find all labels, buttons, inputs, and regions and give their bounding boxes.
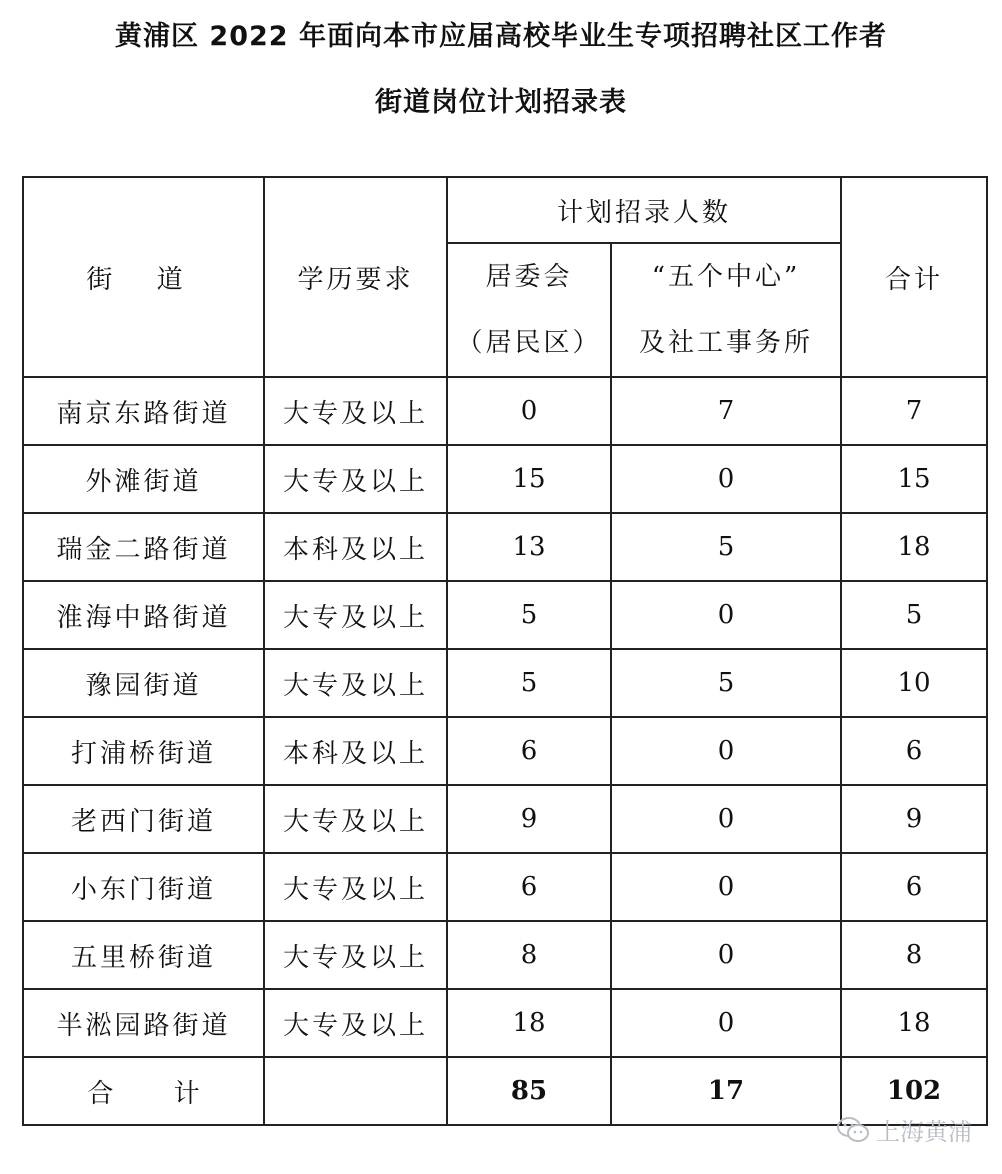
recruitment-plan-table <box>22 176 988 1126</box>
committee-cell: 18 <box>447 989 611 1057</box>
education-cell: 大专及以上 <box>264 921 447 989</box>
centers-cell: 5 <box>611 513 841 581</box>
education-cell: 大专及以上 <box>264 445 447 513</box>
centers-cell: 0 <box>611 785 841 853</box>
street-cell: 小东门街道 <box>23 853 264 921</box>
committee-cell: 15 <box>447 445 611 513</box>
grand-total-cell: 102 <box>841 1057 987 1125</box>
header-education-label: 学历要求 <box>297 264 414 295</box>
table-row <box>23 649 987 717</box>
page-title: 黄浦区 2022 年面向本市应届高校毕业生专项招聘社区工作者 <box>115 21 887 52</box>
table-header-row <box>23 177 987 243</box>
education-cell: 大专及以上 <box>264 853 447 921</box>
page-subtitle: 街道岗位计划招录表 <box>375 87 627 118</box>
total-cell: 18 <box>841 513 987 581</box>
committee-cell: 5 <box>447 581 611 649</box>
total-cell: 7 <box>841 377 987 445</box>
watermark-text: 上海黄浦 <box>876 1118 972 1146</box>
header-centers <box>611 243 841 377</box>
header-centers-line1: “五个中心” <box>651 262 801 292</box>
education-cell: 大专及以上 <box>264 581 447 649</box>
education-cell: 本科及以上 <box>264 717 447 785</box>
street-cell: 外滩街道 <box>23 445 264 513</box>
watermark <box>836 1112 972 1147</box>
centers-cell: 0 <box>611 853 841 921</box>
total-education-cell <box>264 1057 447 1125</box>
committee-cell: 0 <box>447 377 611 445</box>
committee-cell: 9 <box>447 785 611 853</box>
wechat-icon <box>836 1116 870 1144</box>
committee-cell: 5 <box>447 649 611 717</box>
total-cell: 18 <box>841 989 987 1057</box>
committee-cell: 8 <box>447 921 611 989</box>
centers-cell: 0 <box>611 445 841 513</box>
centers-cell: 0 <box>611 581 841 649</box>
street-cell: 打浦桥街道 <box>23 717 264 785</box>
education-cell: 本科及以上 <box>264 513 447 581</box>
header-plan <box>447 177 841 243</box>
header-plan-label: 计划招录人数 <box>557 197 732 228</box>
header-education <box>264 177 447 377</box>
street-cell: 老西门街道 <box>23 785 264 853</box>
table-row <box>23 989 987 1057</box>
table-row <box>23 921 987 989</box>
street-cell: 淮海中路街道 <box>23 581 264 649</box>
total-cell: 6 <box>841 853 987 921</box>
total-cell: 9 <box>841 785 987 853</box>
header-committee-line1: 居委会 <box>485 262 573 292</box>
centers-cell: 0 <box>611 989 841 1057</box>
street-cell: 瑞金二路街道 <box>23 513 264 581</box>
street-cell: 豫园街道 <box>23 649 264 717</box>
total-committee-cell: 85 <box>447 1057 611 1125</box>
education-cell: 大专及以上 <box>264 989 447 1057</box>
table-row <box>23 581 987 649</box>
header-committee-line2: （居民区） <box>456 328 602 358</box>
total-cell: 15 <box>841 445 987 513</box>
total-cell: 6 <box>841 717 987 785</box>
table-row <box>23 377 987 445</box>
education-cell: 大专及以上 <box>264 377 447 445</box>
header-total-label: 合计 <box>885 264 944 295</box>
header-committee <box>447 243 611 377</box>
header-centers-line2: 及社工事务所 <box>639 328 814 358</box>
total-label-cell <box>23 1057 264 1125</box>
street-cell: 半淞园路街道 <box>23 989 264 1057</box>
total-label: 合 计 <box>87 1078 226 1109</box>
header-street-label: 街 道 <box>86 264 201 295</box>
centers-cell: 0 <box>611 921 841 989</box>
centers-cell: 7 <box>611 377 841 445</box>
street-cell: 南京东路街道 <box>23 377 264 445</box>
total-cell: 8 <box>841 921 987 989</box>
committee-cell: 6 <box>447 717 611 785</box>
committee-cell: 6 <box>447 853 611 921</box>
total-cell: 5 <box>841 581 987 649</box>
total-centers-cell: 17 <box>611 1057 841 1125</box>
table-row <box>23 785 987 853</box>
centers-cell: 5 <box>611 649 841 717</box>
street-cell: 五里桥街道 <box>23 921 264 989</box>
centers-cell: 0 <box>611 717 841 785</box>
table-row <box>23 717 987 785</box>
education-cell: 大专及以上 <box>264 649 447 717</box>
education-cell: 大专及以上 <box>264 785 447 853</box>
header-total <box>841 177 987 377</box>
table-row <box>23 445 987 513</box>
total-cell: 10 <box>841 649 987 717</box>
table-row <box>23 853 987 921</box>
header-street <box>23 177 264 377</box>
committee-cell: 13 <box>447 513 611 581</box>
table-row <box>23 513 987 581</box>
